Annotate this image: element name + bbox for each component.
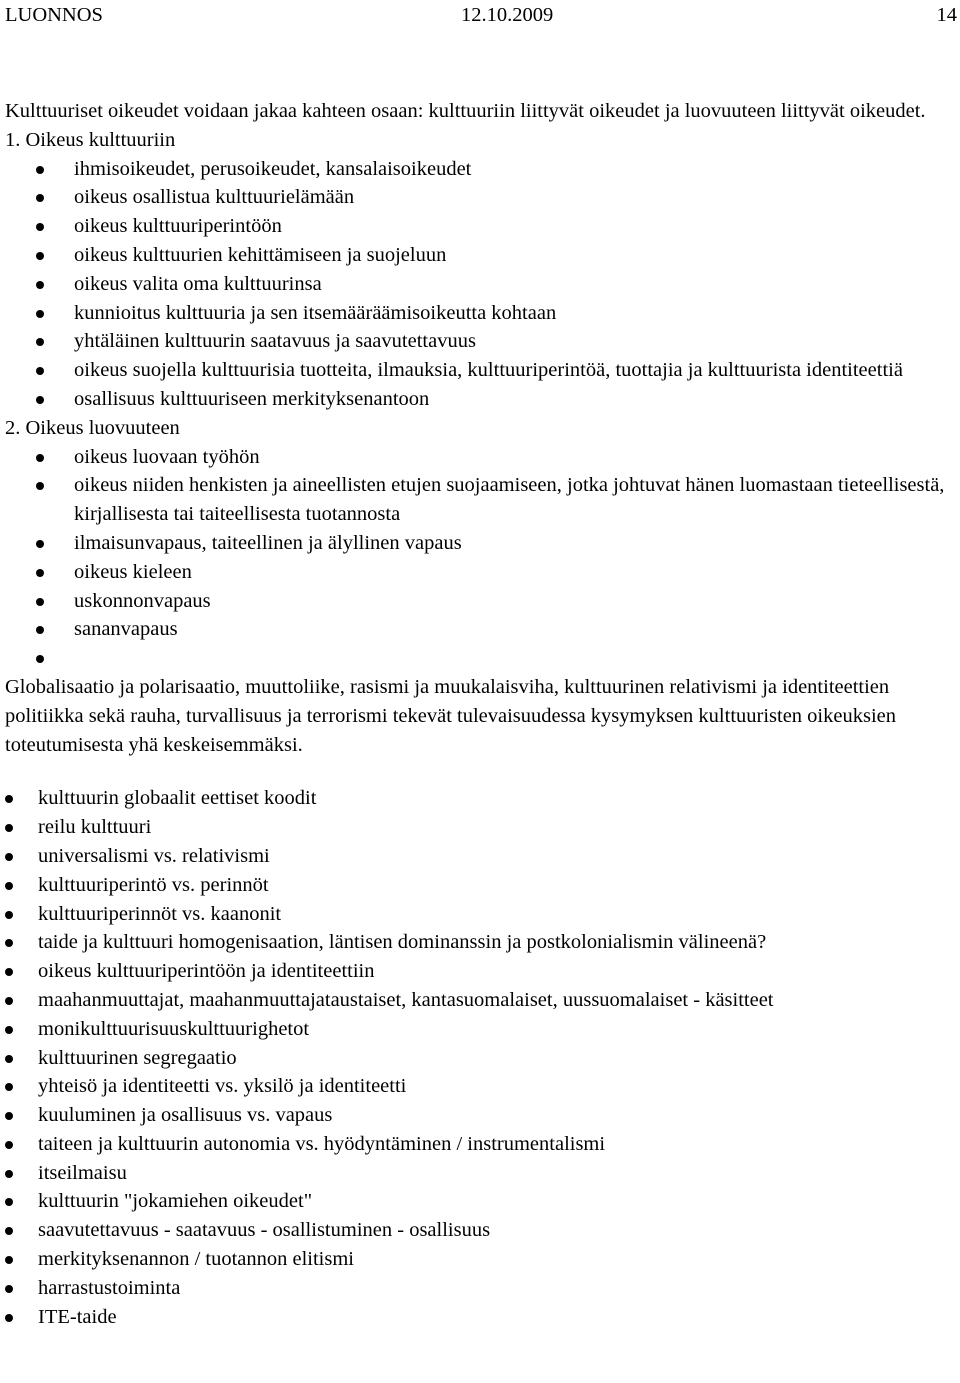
topic-text: harrastustoiminta <box>38 1276 181 1299</box>
list-item-text: ihmisoikeudet, perusoikeudet, kansalaisoikeudet <box>74 157 472 180</box>
document-body <box>5 97 955 1331</box>
list-item-text: oikeus kulttuurien kehittämiseen ja suojeluun <box>74 243 447 266</box>
list-item-text: oikeus suojella kulttuurisia tuotteita, ilmauksia, kulttuuriperintöä, tuottajia ja kulttuurista identiteettiä <box>74 359 903 382</box>
bullet-icon <box>5 1170 13 1178</box>
bullet-icon <box>36 166 44 174</box>
list-item <box>5 327 955 356</box>
draft-label: LUONNOS <box>5 4 103 26</box>
bullet-icon <box>36 655 44 663</box>
topic-text: itseilmaisu <box>38 1161 127 1184</box>
list-item <box>5 212 955 241</box>
topic-text: saavutettavuus - saatavuus - osallistuminen - osallisuus <box>38 1219 491 1242</box>
intro-paragraph: Kulttuuriset oikeudet voidaan jakaa kahteen osaan: kulttuuriin liittyvät oikeudet ja luovuuteen liittyvät oikeudet. <box>5 100 926 122</box>
list-item <box>5 299 955 328</box>
bullet-icon <box>5 968 13 976</box>
topic-item <box>5 928 955 957</box>
globalisation-paragraph: Globalisaatio ja polarisaatio, muuttoliike, rasismi ja muukalaisviha, kulttuurinen relativismi ja identiteettien politiikka sekä rauha, turvallisuus ja terrorismi tekevät tulevaisuudessa kysymyksen kulttuuristen oikeuksien toteutumisesta yhä keskeisemmäksi. <box>5 675 896 756</box>
bullet-icon <box>5 853 13 861</box>
list-item <box>5 155 955 184</box>
bullet-icon <box>5 824 13 832</box>
bullet-icon <box>5 1112 13 1120</box>
list-item <box>5 443 955 472</box>
bullet-icon <box>5 795 13 803</box>
topic-text: universalismi vs. relativismi <box>38 844 270 867</box>
header-date: 12.10.2009 <box>461 4 554 26</box>
bullet-icon <box>36 396 44 404</box>
list-item <box>5 183 955 212</box>
list-item-text: oikeus luovaan työhön <box>74 445 260 468</box>
topic-text: monikulttuurisuuskulttuurighetot <box>38 1017 310 1040</box>
bullet-icon <box>5 1026 13 1034</box>
topic-item <box>5 1245 955 1274</box>
bullet-icon <box>5 882 13 890</box>
topic-text: reilu kulttuuri <box>38 816 152 839</box>
topic-item <box>5 1216 955 1245</box>
topic-text: oikeus kulttuuriperintöön ja identiteettiin <box>38 960 375 983</box>
topic-item <box>5 1130 955 1159</box>
topic-item <box>5 1015 955 1044</box>
bullet-icon <box>5 939 13 947</box>
bullet-icon <box>5 1141 13 1149</box>
topic-item <box>5 1187 955 1216</box>
topic-item <box>5 1044 955 1073</box>
topic-item <box>5 813 955 842</box>
list-item <box>5 270 955 299</box>
list-item-text: oikeus kieleen <box>74 560 192 583</box>
bullet-icon <box>36 367 44 375</box>
topic-item <box>5 842 955 871</box>
topic-text: kuuluminen ja osallisuus vs. vapaus <box>38 1104 333 1127</box>
topic-item <box>5 1072 955 1101</box>
list-item-text: kunnioitus kulttuuria ja sen itsemääräämisoikeutta kohtaan <box>74 301 557 324</box>
topic-text: merkityksenannon / tuotannon elitismi <box>38 1248 354 1271</box>
section-1-list <box>5 155 955 414</box>
topic-item <box>5 871 955 900</box>
topic-item <box>5 1303 955 1332</box>
topic-item <box>5 784 955 813</box>
bullet-icon <box>36 338 44 346</box>
bullet-icon <box>36 598 44 606</box>
topics-list <box>5 784 955 1331</box>
list-item <box>5 385 955 414</box>
bullet-icon <box>36 540 44 548</box>
bullet-icon <box>36 281 44 289</box>
list-item <box>5 471 955 529</box>
bullet-icon <box>5 1083 13 1091</box>
list-item <box>5 529 955 558</box>
topic-text: taiteen ja kulttuurin autonomia vs. hyödyntäminen / instrumentalismi <box>38 1132 606 1155</box>
bullet-icon <box>36 310 44 318</box>
section-1-title: 1. Oikeus kulttuuriin <box>5 128 176 151</box>
topic-item <box>5 957 955 986</box>
topic-text: kulttuurin "jokamiehen oikeudet" <box>38 1190 313 1213</box>
bullet-icon <box>36 482 44 490</box>
bullet-icon <box>5 1256 13 1264</box>
bullet-icon <box>36 252 44 260</box>
list-item-text: oikeus niiden henkisten ja aineellisten etujen suojaamiseen, jotka johtuvat hänen luomastaan tieteellisestä, kirjallisesta tai taiteellisesta tuotannosta <box>74 474 945 526</box>
topic-item <box>5 1274 955 1303</box>
list-item-text: osallisuus kulttuuriseen merkityksenantoon <box>74 387 430 410</box>
topic-text: taide ja kulttuuri homogenisaation, läntisen dominanssin ja postkolonialismin välineenä? <box>38 931 767 954</box>
bullet-icon <box>36 569 44 577</box>
bullet-icon <box>5 911 13 919</box>
section-2-title: 2. Oikeus luovuuteen <box>5 416 180 439</box>
list-item <box>5 615 955 644</box>
list-item-text: oikeus osallistua kulttuurielämään <box>74 186 355 209</box>
topic-item <box>5 1159 955 1188</box>
topic-item <box>5 986 955 1015</box>
bullet-icon <box>5 1314 13 1322</box>
topic-item <box>5 900 955 929</box>
topic-item <box>5 1101 955 1130</box>
list-item-empty <box>5 644 955 673</box>
topic-text: kulttuuriperintö vs. perinnöt <box>38 873 269 896</box>
bullet-icon <box>5 1055 13 1063</box>
bullet-icon <box>36 626 44 634</box>
page-number: 14 <box>936 4 957 26</box>
list-item-text: oikeus kulttuuriperintöön <box>74 215 282 238</box>
section-2-list <box>5 443 955 673</box>
topic-text: ITE-taide <box>38 1305 117 1328</box>
topic-text: kulttuurinen segregaatio <box>38 1046 237 1069</box>
bullet-icon <box>36 223 44 231</box>
list-item-text: uskonnonvapaus <box>74 589 211 612</box>
bullet-icon <box>36 454 44 462</box>
bullet-icon <box>36 194 44 202</box>
page-header <box>5 1 957 29</box>
list-item-text: yhtäläinen kulttuurin saatavuus ja saavutettavuus <box>74 330 476 353</box>
list-item <box>5 587 955 616</box>
topic-text: yhteisö ja identiteetti vs. yksilö ja identiteetti <box>38 1075 407 1098</box>
list-item <box>5 356 955 385</box>
list-item-text: sananvapaus <box>74 618 178 641</box>
bullet-icon <box>5 1227 13 1235</box>
list-item <box>5 241 955 270</box>
bullet-icon <box>5 1198 13 1206</box>
bullet-icon <box>5 1285 13 1293</box>
bullet-icon <box>5 997 13 1005</box>
list-item-text: oikeus valita oma kulttuurinsa <box>74 272 322 295</box>
topic-text: kulttuurin globaalit eettiset koodit <box>38 787 317 810</box>
topic-text: maahanmuuttajat, maahanmuuttajataustaiset, kantasuomalaiset, uussuomalaiset - käsitteet <box>38 988 774 1011</box>
list-item-text: ilmaisunvapaus, taiteellinen ja älyllinen vapaus <box>74 531 462 554</box>
list-item <box>5 558 955 587</box>
topic-text: kulttuuriperinnöt vs. kaanonit <box>38 902 282 925</box>
